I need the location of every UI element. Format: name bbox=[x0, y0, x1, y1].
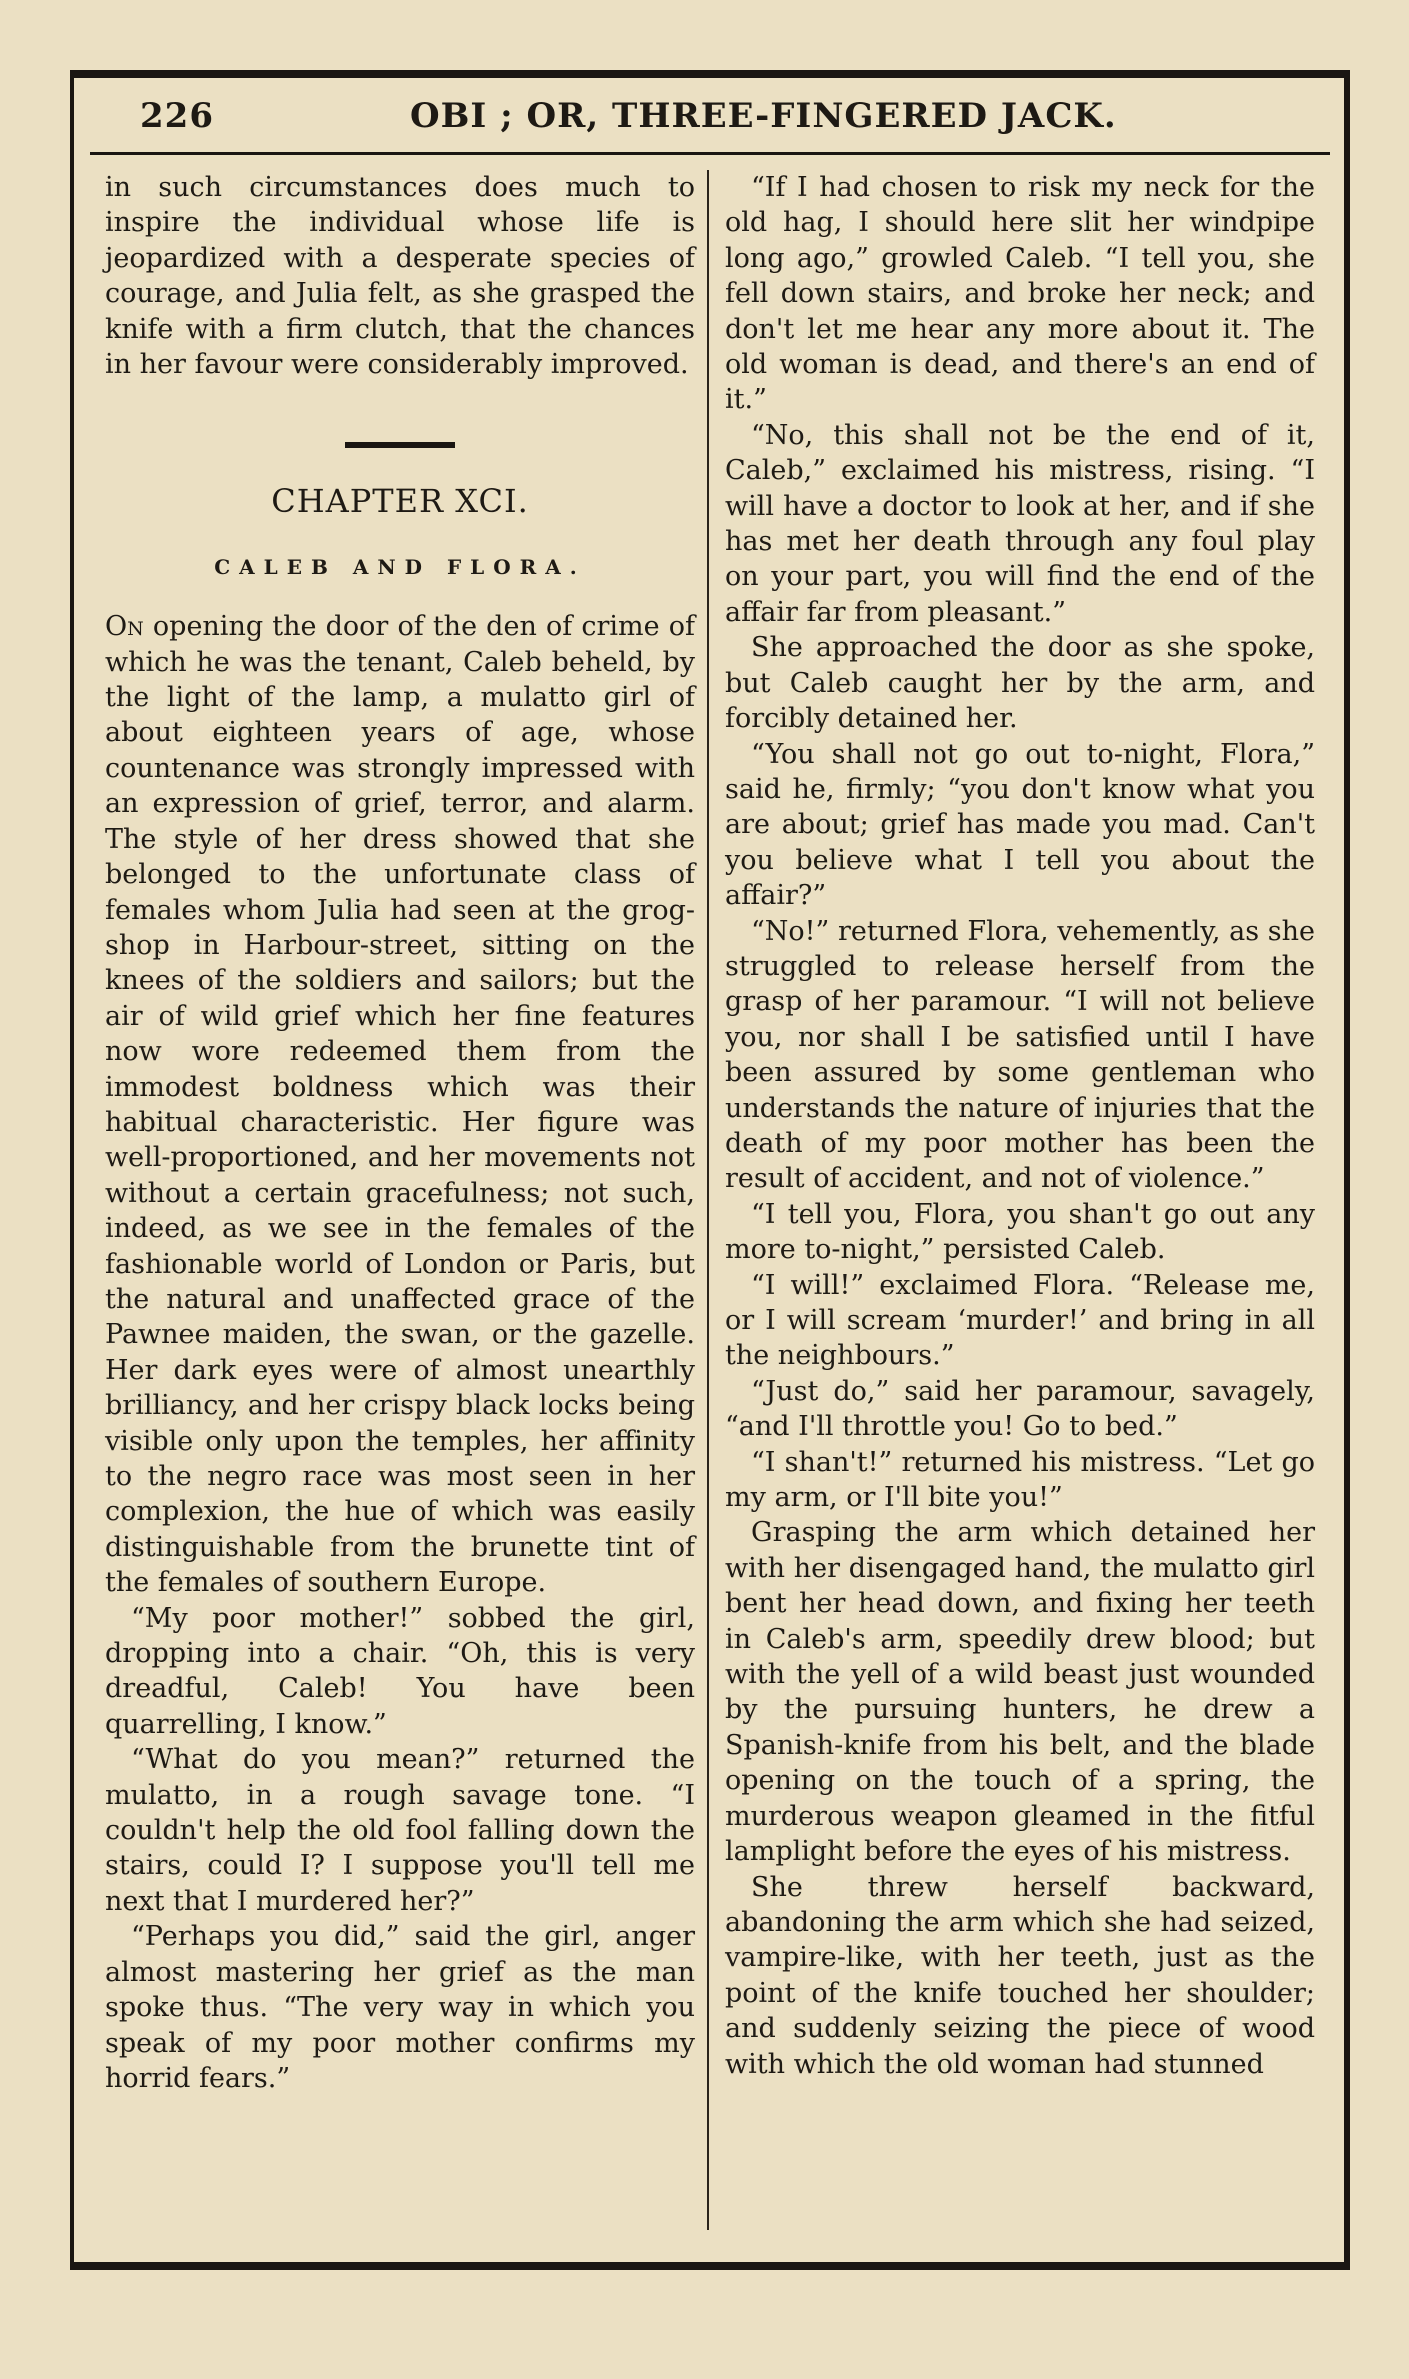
paragraph: “I shan't!” returned his mistress. “Let go my arm, or I'll bite you!” bbox=[725, 1446, 1315, 1514]
chapter-heading bbox=[105, 442, 695, 585]
paragraph: “My poor mother!” sobbed the girl, dropping into a chair. “Oh, this is very dreadful, Caleb! You have been quarrelling, I know.” bbox=[105, 1602, 695, 1740]
left-column bbox=[105, 170, 695, 2230]
paragraph bbox=[105, 609, 695, 1600]
paragraph: “You shall not go out to-night, Flora,” said he, firmly; “you don't know what you are about; grief has made you mad. Can't you believe what I tell you about the affair?” bbox=[725, 738, 1315, 912]
paragraph: She approached the door as she spoke, but Caleb caught her by the arm, and forcibly detained her. bbox=[725, 632, 1315, 735]
paragraph: “Perhaps you did,” said the girl, anger almost mastering her grief as the man spoke thus. “The very way in which you speak of my poor mother confirms my horrid fears.” bbox=[105, 1921, 695, 2094]
chapter-subtitle: CALEB AND FLORA. bbox=[214, 554, 586, 579]
paragraph: “If I had chosen to risk my neck for the old hag, I should here slit her windpipe long ago,” growled Caleb. “I tell you, she fell down stairs, and broke her neck; and don't let me hear any more about it. The old woman is dead, and there's an end of it.” bbox=[725, 172, 1315, 416]
paragraph: “I will!” exclaimed Flora. “Release me, or I will scream ‘murder!’ and bring in all the neighbours.” bbox=[725, 1269, 1315, 1372]
paragraph: “I tell you, Flora, you shan't go out any more to-night,” persisted Caleb. bbox=[725, 1198, 1315, 1266]
right-column bbox=[725, 170, 1315, 2230]
column-divider bbox=[707, 170, 709, 2230]
page-number: 226 bbox=[140, 96, 214, 136]
paragraph: “No, this shall not be the end of it, Caleb,” exclaimed his mistress, rising. “I will have a doctor to look at her, and if she has met her death through any foul play on your part, you will find the end of the affair far from pleasant.” bbox=[725, 419, 1315, 628]
running-title: OBI ; OR, THREE-FINGERED JACK. bbox=[410, 96, 1117, 136]
paragraph: in such circumstances does much to inspire the individual whose life is jeopardized with a desperate species of courage, and Julia felt, as she grasped the knife with a firm clutch, that the chances in her favour were considerably improved. bbox=[105, 172, 695, 381]
chapter-title: CHAPTER XCI. bbox=[271, 482, 529, 521]
paragraph: She threw herself backward, abandoning the arm which she had seized, vampire-like, with her teeth, just as the point of the knife touched her shoulder; and suddenly seizing the piece of wood with which the old woman had stunned bbox=[725, 1871, 1315, 2080]
paragraph: Grasping the arm which detained her with her disengaged hand, the mulatto girl bent her head down, and fixing her teeth in Caleb's arm, speedily drew blood; but with the yell of a wild beast just wounded by the pursuing hunters, he drew a Spanish-knife from his belt, and the blade opening on the touch of a spring, the murderous weapon gleamed in the fitful lamplight before the eyes of his mistress. bbox=[725, 1517, 1315, 1868]
chapter-ornament-rule bbox=[345, 442, 455, 448]
paragraph-text: opening the door of the den of crime of which he was the tenant, Caleb beheld, by the light of the lamp, a mulatto girl of about eighteen years of age, whose countenance was strongly impressed with an expression of grief, terror, and alarm. The style of her dress showed that she belonged to the unfortunate class of females whom Julia had seen at the grog-shop in Harbour-street, sitting on the knees of the soldiers and sailors; but the air of wild grief which her fine features now wore redeemed them from the immodest boldness which was their habitual characteristic. Her figure was well-proportioned, and her movements not without a certain gracefulness; not such, indeed, as we see in the females of the fashionable world of London or Paris, but the natural and unaffected grace of the Pawnee maiden, the swan, or the gazelle. Her dark eyes were of almost unearthly brilliancy, and her crispy black locks being visible only upon the temples, her affinity to the negro race was most seen in her complexion, the hue of which was easily distinguishable from the brunette tint of the females of southern Europe. bbox=[105, 611, 695, 1599]
page-header bbox=[90, 88, 1330, 146]
opening-word: On bbox=[105, 611, 144, 643]
header-rule bbox=[90, 152, 1330, 155]
paragraph: “What do you mean?” returned the mulatto, in a rough savage tone. “I couldn't help the old fool falling down the stairs, could I? I suppose you'll tell me next that I murdered her?” bbox=[105, 1744, 695, 1917]
paragraph: “No!” returned Flora, vehemently, as she struggled to release herself from the grasp of her paramour. “I will not believe you, nor shall I be satisfied until I have been assured by some gentleman who understands the nature of injuries that the death of my poor mother has been the result of accident, and not of violence.” bbox=[725, 915, 1315, 1195]
paragraph: “Just do,” said her paramour, savagely, “and I'll throttle you! Go to bed.” bbox=[725, 1375, 1315, 1443]
